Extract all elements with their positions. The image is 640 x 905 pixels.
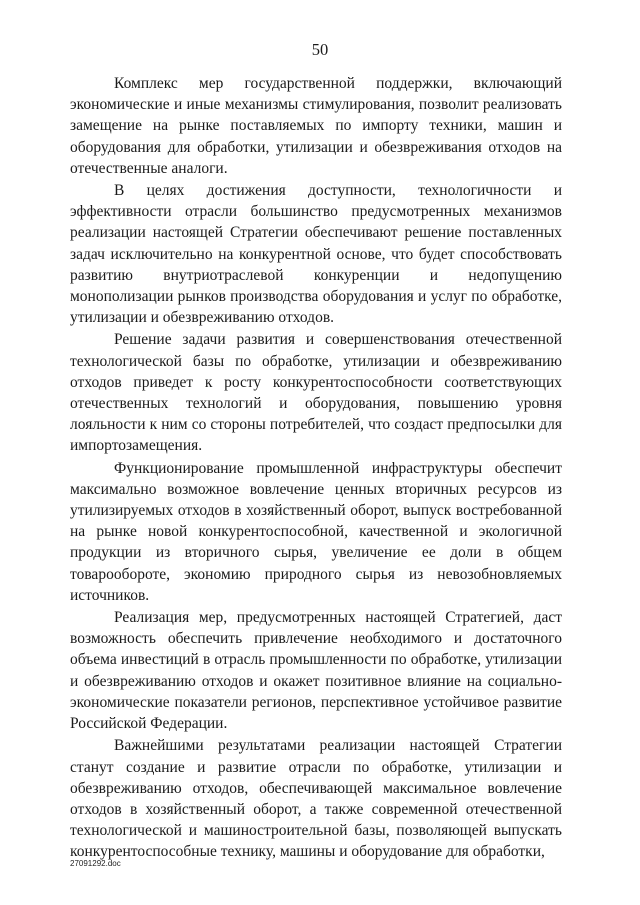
paragraph: Важнейшими результатами реализации настоящей Стратегии станут создание и развитие отрасли по обработке, утилизации и обезвреживанию отходов, обеспечивающей максимальное вовлечение отходов в хозяйственный оборот, а также современной отечественной технологической и машиностроительной базы, позволяющей выпускать конкурентоспособные технику, машины и оборудование для обработки, [70, 737, 562, 861]
paragraph: Реализация мер, предусмотренных настоящей Стратегией, даст возможность обеспечить привлечение необходимого и достаточного объема инвестиций в отрасль промышленности по обработке, утилизации и обезвреживанию отходов и окажет позитивное влияние на социально-экономические показатели регионов, перспективное устойчивое развитие Российской Федерации. [70, 609, 562, 733]
paragraph: Решение задачи развития и совершенствования отечественной технологической базы по обработке, утилизации и обезвреживанию отходов приведет к росту конкурентоспособности соответствующих отечественных технологий и оборудования, повышению уровня лояльности к ним со стороны потребителей, что создаст предпосылки для импортозамещения. [70, 331, 562, 455]
page-number: 50 [311, 40, 329, 59]
paragraph: В целях достижения доступности, технологичности и эффективности отрасли большинство предусмотренных механизмов реализации настоящей Стратегии обеспечивают решение поставленных задач исключительно на конкурентной основе, что будет способствовать развитию внутриотраслевой конкуренции и недопущению монополизации рынков производства оборудования и услуг по обработке, утилизации и обезвреживанию отходов. [70, 182, 562, 327]
paragraph: Функционирование промышленной инфраструктуры обеспечит максимально возможное вовлечение ценных вторичных ресурсов из утилизируемых отходов в хозяйственный оборот, выпуск востребованной на рынке новой конкурентоспособной, качественной и экологичной продукции из вторичного сырья, увеличение ее доли в общем товарообороте, экономию природного сырья из невозобновляемых источников. [70, 459, 562, 604]
footer-filename: 27091292.doc [70, 859, 121, 868]
document-body [70, 73, 562, 864]
paragraph: Комплекс мер государственной поддержки, включающий экономические и иные механизмы стимулирования, позволит реализовать замещение на рынке поставляемых по импорту техники, машин и оборудования для обработки, утилизации и обезвреживания отходов на отечественные аналоги. [70, 75, 562, 177]
